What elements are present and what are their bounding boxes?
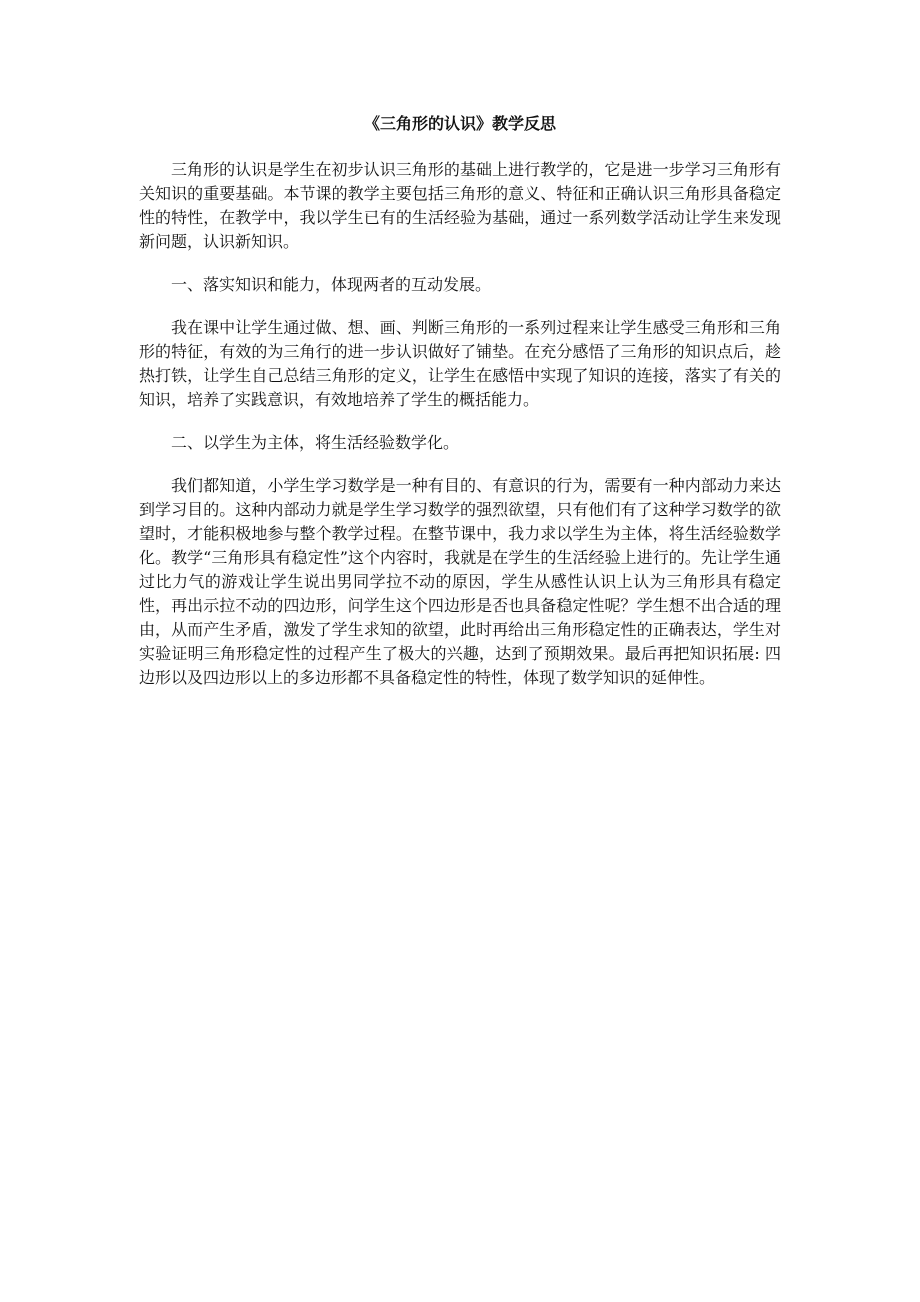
- document-title: 《三角形的认识》教学反思: [363, 114, 556, 133]
- intro-paragraph: 三角形的认识是学生在初步认识三角形的基础上进行教学的，它是进一步学习三角形有关知识的重要基础。本节课的教学主要包括三角形的意义、特征和正确认识三角形具备稳定性的特性，在教学中，我以学生已有的生活经验为基础，通过一系列数学活动让学生来发现新问题，认识新知识。: [139, 160, 781, 251]
- section-2-heading: 二、以学生为主体，将生活经验数学化。: [171, 433, 460, 452]
- document-page: [139, 112, 781, 709]
- section-2-body: 我们都知道，小学生学习数学是一种有目的、有意识的行为，需要有一种内部动力来达到学习目的。这种内部动力就是学生学习数学的强烈欲望，只有他们有了这种学习数学的欲望时，才能积极地参与整个教学过程。在整节课中，我力求以学生为主体，将生活经验数学化。教学“三角形具有稳定性”这个内容时，我就是在学生的生活经验上进行的。先让学生通过比力气的游戏让学生说出男同学拉不动的原因，学生从感性认识上认为三角形具有稳定性，再出示拉不动的四边形，问学生这个四边形是否也具备稳定性呢？学生想不出合适的理由，从而产生矛盾，激发了学生求知的欲望，此时再给出三角形稳定性的正确表达，学生对实验证明三角形稳定性的过程产生了极大的兴趣，达到了预期效果。最后再把知识拓展: 四边形以及四边形以上的多边形都不具备稳定性的特性，体现了数学知识的延伸性。: [139, 476, 781, 687]
- section-1-heading: 一、落实知识和能力，体现两者的互动发展。: [171, 275, 492, 294]
- section-1-body: 我在课中让学生通过做、想、画、判断三角形的一系列过程来让学生感受三角形和三角形的特征，有效的为三角行的进一步认识做好了铺垫。在充分感悟了三角形的知识点后，趁热打铁，让学生自己总结三角形的定义，让学生在感悟中实现了知识的连接，落实了有关的知识，培养了实践意识，有效地培养了学生的概括能力。: [139, 318, 781, 409]
